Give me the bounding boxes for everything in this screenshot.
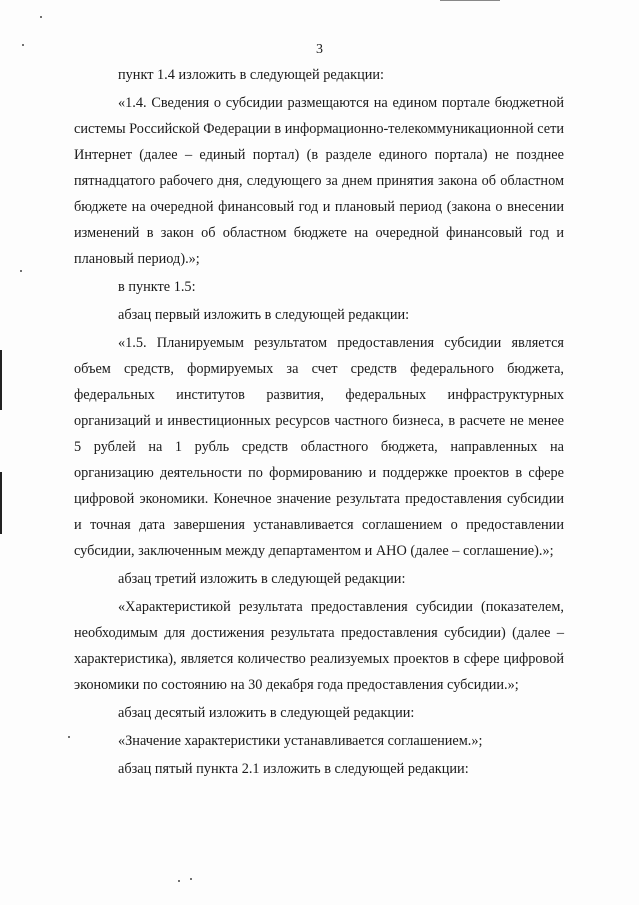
paragraph: абзац пятый пункта 2.1 изложить в следующей редакции: — [118, 761, 469, 777]
document-body — [74, 62, 564, 782]
scan-dot — [40, 16, 42, 18]
paragraph: «1.5. Планируемым результатом предоставления субсидии является объем средств, формируемых за счет средств федерального бюджета, федеральных институтов развития, федеральных инфраструктурных организаций и инвестиционных ресурсов частного бизнеса, в расчете не менее 5 рублей на 1 рубль средств областного бюджета, направленных на организацию деятельности по формированию и поддержке проектов в сфере цифровой экономики. Конечное значение результата предоставления субсидии и точная дата завершения устанавливается соглашением о предоставлении субсидии, заключенным между департаментом и АНО (далее – соглашение).»; — [74, 335, 564, 559]
scan-mark-left — [0, 350, 2, 410]
paragraph: «Характеристикой результата предоставления субсидии (показателем, необходимым для достижения результата предоставления субсидии) (далее – характеристика), является количество реализуемых проектов в сфере цифровой экономики по состоянию на 30 декабря года предоставления субсидии.»; — [74, 599, 564, 693]
paragraph: абзац первый изложить в следующей редакции: — [118, 307, 410, 323]
paragraph: абзац десятый изложить в следующей редакции: — [118, 705, 415, 721]
scan-dot — [20, 270, 22, 272]
page-number: 3 — [316, 42, 323, 57]
scan-mark-left — [0, 472, 2, 534]
scan-mark-top — [440, 0, 500, 1]
scan-dot — [190, 878, 192, 880]
paragraph: в пункте 1.5: — [118, 279, 196, 295]
paragraph: «Значение характеристики устанавливается соглашением.»; — [118, 733, 483, 749]
paragraph: пункт 1.4 изложить в следующей редакции: — [118, 67, 385, 83]
scan-dot — [68, 736, 70, 738]
scan-dot — [178, 880, 180, 882]
paragraph: «1.4. Сведения о субсидии размещаются на едином портале бюджетной системы Российской Федерации в информационно-телекоммуникационной сети Интернет (далее – единый портал) (в разделе единого портала) не позднее пятнадцатого рабочего дня, следующего за днем принятия закона об областном бюджете на очередной финансовый год и плановый период (закона о внесении изменений в закон об областном бюджете на очередной финансовый год и плановый период).»; — [74, 95, 564, 267]
paragraph: абзац третий изложить в следующей редакции: — [118, 571, 406, 587]
